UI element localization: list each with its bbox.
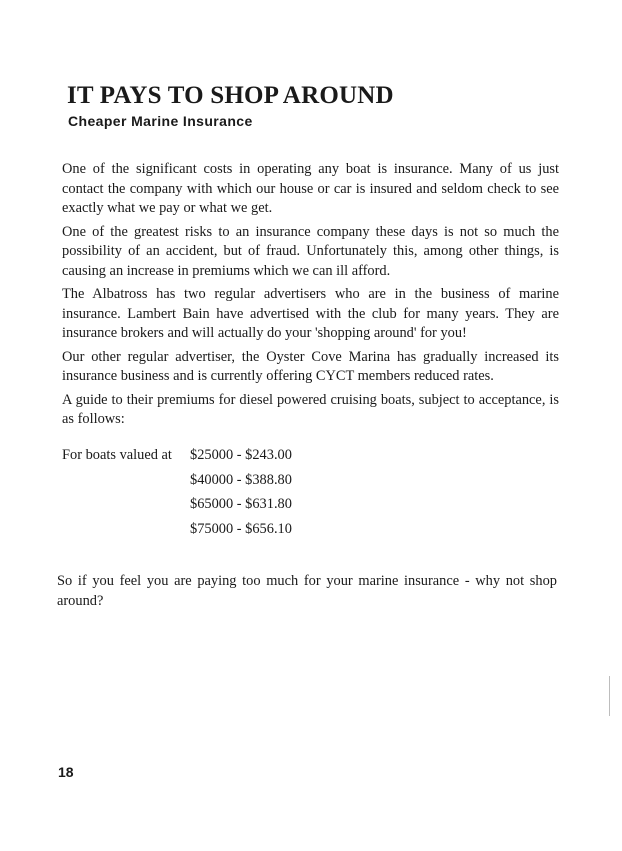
price-entry: $25000 - $243.00: [190, 447, 292, 463]
closing-paragraph: So if you feel you are paying too much for your marine insurance - why not shop around?: [57, 573, 557, 609]
scan-artifact-line: [609, 676, 610, 716]
article-subtitle: Cheaper Marine Insurance: [68, 113, 253, 129]
price-entry: $40000 - $388.80: [190, 471, 292, 488]
paragraph-oyster-cove: Our other regular advertiser, the Oyster Cove Marina has gradually increased its insurance business and is currently offering CYCT members reduced rates.: [62, 348, 559, 384]
price-entry: $65000 - $631.80: [190, 496, 292, 512]
price-row: [62, 468, 292, 493]
article-body: [62, 160, 559, 434]
price-entry: $75000 - $656.10: [190, 520, 292, 537]
article-title: IT PAYS TO SHOP AROUND: [67, 82, 394, 109]
price-lead-spacer: [62, 492, 190, 517]
paragraph-insurance-costs: One of the significant costs in operating any boat is insurance. Many of us just contact the company with which our house or car is insured and seldom check to see exactly what we pay or what we get.: [62, 161, 559, 216]
paragraph-fraud-risk: One of the greatest risks to an insurance company these days is not so much the possibility of an accident, but of fraud. Unfortunately this, among other things, is causing an increase in premiums which we can ill afford.: [62, 223, 559, 279]
paragraph-advertisers: The Albatross has two regular advertisers who are in the business of marine insurance. Lambert Bain have advertised with the club for many years. They are insurance brokers and will actually do your 'shopping around' for you!: [62, 286, 559, 341]
premium-price-list: [62, 443, 292, 541]
price-row: [62, 443, 292, 468]
paragraph-premium-guide: A guide to their premiums for diesel powered cruising boats, subject to acceptance, is as follows:: [62, 391, 559, 427]
price-row: [62, 517, 292, 542]
price-lead-label: For boats valued at: [62, 447, 172, 463]
price-lead-spacer: [62, 468, 190, 493]
price-row: [62, 492, 292, 517]
price-lead-spacer: [62, 517, 190, 542]
page-number: 18: [58, 764, 74, 780]
